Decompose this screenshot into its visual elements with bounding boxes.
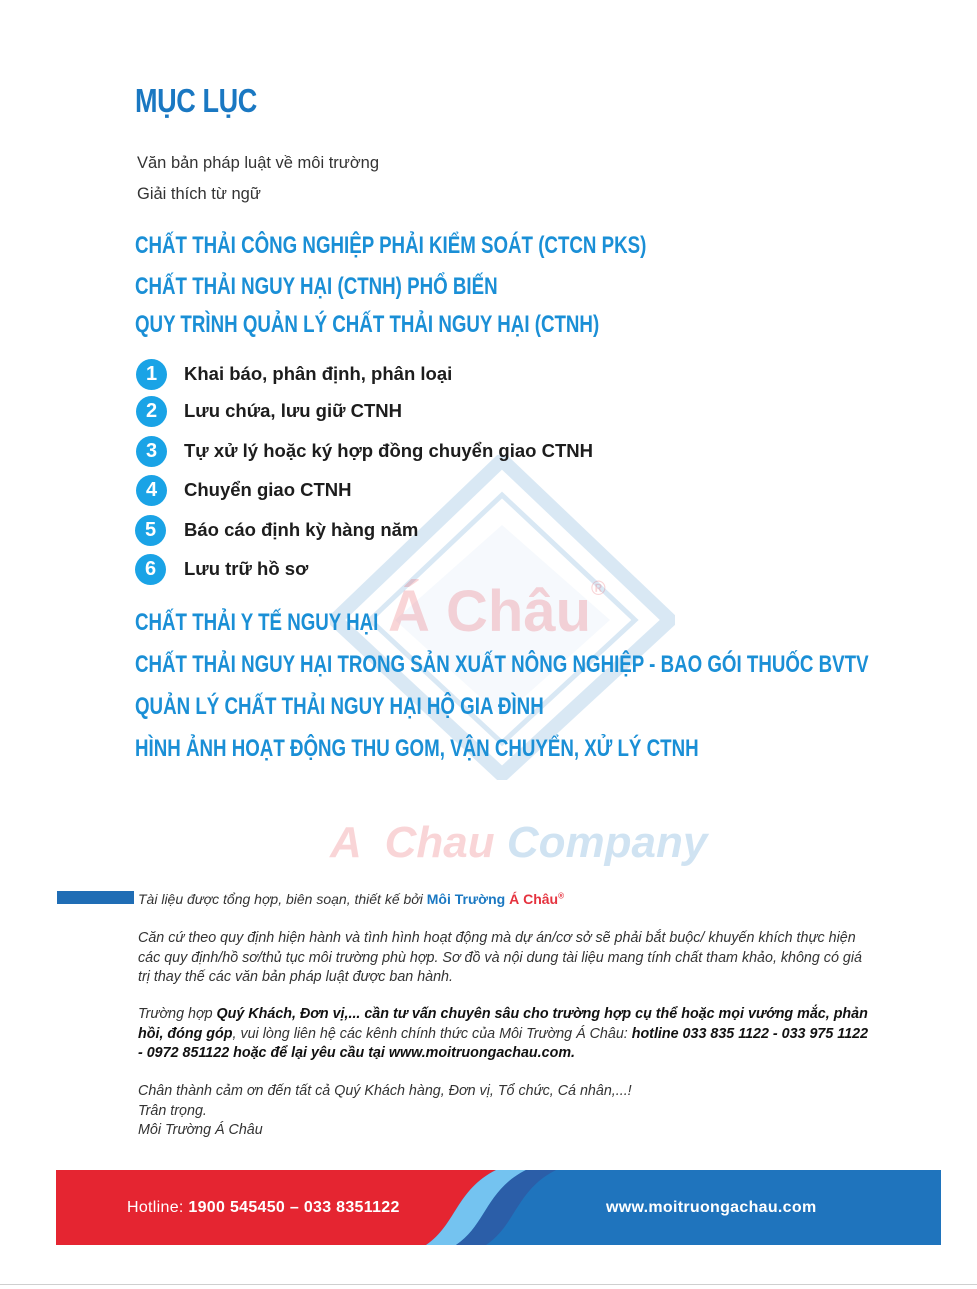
bottom-divider bbox=[0, 1284, 977, 1285]
footer-website-link[interactable]: www.moitruongachau.com bbox=[606, 1199, 817, 1216]
watermark-brand: Á Châu® bbox=[388, 578, 606, 644]
closing-signature: Môi Trường Á Châu bbox=[138, 1122, 263, 1138]
page-title: MỤC LỤC bbox=[135, 82, 257, 119]
step-label: Chuyển giao CTNH bbox=[184, 479, 352, 500]
step-number-badge: 5 bbox=[135, 515, 166, 546]
toc-heading-ctnh-common[interactable]: CHẤT THẢI NGUY HẠI (CTNH) PHỔ BIẾN bbox=[135, 273, 498, 300]
step-label: Tự xử lý hoặc ký hợp đồng chuyển giao CTNH bbox=[184, 440, 593, 461]
toc-item-glossary[interactable]: Giải thích từ ngữ bbox=[137, 185, 261, 203]
toc-step[interactable] bbox=[136, 475, 352, 505]
toc-heading-household-waste[interactable]: QUẢN LÝ CHẤT THẢI NGUY HẠI HỘ GIA ĐÌNH bbox=[135, 693, 544, 720]
toc-heading-medical-waste[interactable]: CHẤT THẢI Y TẾ NGUY HẠI bbox=[135, 609, 379, 636]
toc-step[interactable] bbox=[136, 436, 593, 466]
watermark-company: A Chau Company bbox=[330, 818, 708, 867]
toc-step[interactable] bbox=[136, 396, 402, 426]
step-number-badge: 4 bbox=[136, 475, 167, 506]
step-label: Lưu trữ hồ sơ bbox=[184, 558, 309, 579]
step-number-badge: 2 bbox=[136, 396, 167, 427]
accent-bar bbox=[57, 891, 134, 904]
step-number-badge: 3 bbox=[136, 436, 167, 467]
step-label: Báo cáo định kỳ hàng năm bbox=[184, 519, 419, 540]
disclaimer-paragraph: Căn cứ theo quy định hiện hành và tình hình hoạt động mà dự án/cơ sở sẽ phải bắt buộc/ khuyến khích thực hiện các quy định/hồ sơ/thủ tục môi trường phù hợp. Sơ đồ và nội dung tài liệu mang tính chất tham khảo, không có giá trị thay thế các văn bản pháp luật được ban hành. bbox=[138, 930, 862, 985]
closing-thanks: Chân thành cảm ơn đến tất cả Quý Khách hàng, Đơn vị, Tổ chức, Cá nhân,...! bbox=[138, 1083, 632, 1099]
toc-item-legal-documents[interactable]: Văn bản pháp luật về môi trường bbox=[137, 154, 380, 172]
closing-block bbox=[138, 1082, 871, 1141]
toc-step[interactable] bbox=[136, 359, 452, 389]
credit-brand: Môi Trường Á Châu® bbox=[426, 891, 564, 907]
step-label: Khai báo, phân định, phân loại bbox=[184, 363, 453, 384]
contact-paragraph: Trường hợp Quý Khách, Đơn vị,... cần tư vấn chuyên sâu cho trường hợp cụ thể hoặc mọi vướng mắc, phản hồi, đóng góp, vui lòng liên hệ các kênh chính thức của Môi Trường Á Châu: hotline 033 835 1122 - 033 975 1122 - 0972 851122 hoặc để lại yêu cầu tại www.moitruongachau.com. bbox=[138, 1006, 869, 1061]
credit-line: Tài liệu được tổng hợp, biên soạn, thiết kế bởi Môi Trường Á Châu® bbox=[138, 891, 564, 907]
step-label: Lưu chứa, lưu giữ CTNH bbox=[184, 400, 403, 421]
footer-hotline[interactable]: Hotline: 1900 545450 – 033 8351122 bbox=[127, 1199, 400, 1216]
toc-heading-ctcn-pks[interactable]: CHẤT THẢI CÔNG NGHIỆP PHẢI KIỂM SOÁT (CTCN PKS) bbox=[135, 232, 647, 259]
step-number-badge: 6 bbox=[135, 554, 166, 585]
step-number-badge: 1 bbox=[136, 359, 167, 390]
toc-step[interactable] bbox=[135, 554, 308, 584]
toc-step[interactable] bbox=[135, 515, 418, 545]
toc-heading-agriculture-waste[interactable]: CHẤT THẢI NGUY HẠI TRONG SẢN XUẤT NÔNG NGHIỆP - BAO GÓI THUỐC BVTV bbox=[135, 651, 869, 678]
toc-heading-ctnh-process[interactable]: QUY TRÌNH QUẢN LÝ CHẤT THẢI NGUY HẠI (CTNH) bbox=[135, 311, 600, 338]
closing-regards: Trân trọng. bbox=[138, 1102, 207, 1119]
toc-heading-activity-photos[interactable]: HÌNH ẢNH HOẠT ĐỘNG THU GOM, VẬN CHUYỂN, XỬ LÝ CTNH bbox=[135, 735, 699, 762]
